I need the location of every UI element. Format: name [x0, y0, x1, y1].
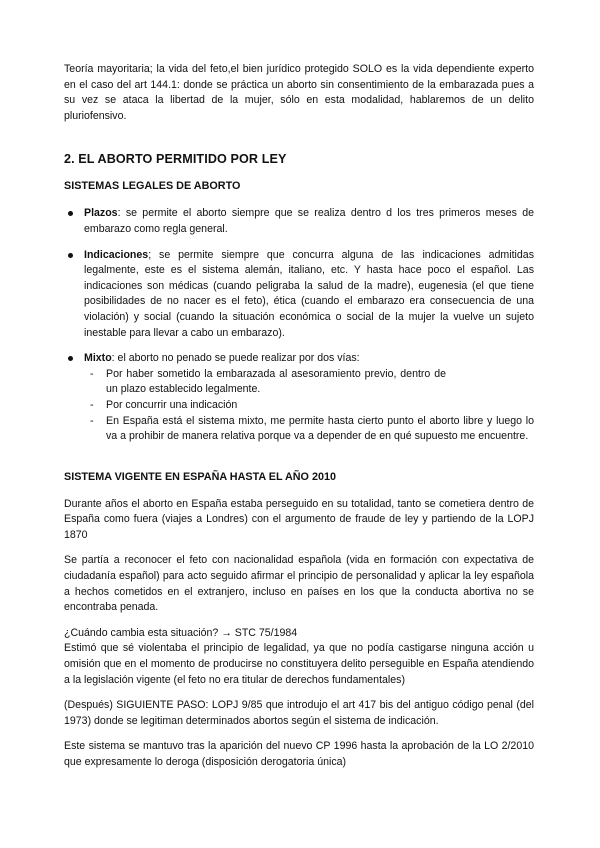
- paragraph: Durante años el aborto en España estaba perseguido en su totalidad, tanto se cometiera dentro de España como fuera (viajes a Londres) con el argumento de fraude de ley y partiendo de la LOPJ 1870: [64, 497, 534, 541]
- section-title: 2. EL ABORTO PERMITIDO POR LEY: [64, 152, 287, 167]
- intro-paragraph: Teoría mayoritaria; la vida del feto,el bien jurídico protegido SOLO es la vida dependiente experto en el caso del art 144.1: donde se práctica un aborto sin consentimiento de la embarazada pues a su vez se ataca la libertad de la mujer, sólo en esta modalidad, hablaremos de un delito pluriofensivo.: [64, 63, 534, 122]
- sub-item-text: Por concurrir una indicación: [106, 398, 238, 411]
- paragraph: (Después) SIGUIENTE PASO: LOPJ 9/85 que introdujo el art 417 bis del antiguo código penal (del 1973) donde se legitiman determinados abortos según el sistema de indicación.: [64, 699, 534, 727]
- paragraph: Estimó que sé violentaba el principio de legalidad, ya que no podía castigarse ninguna acción u omisión que en el momento de producirse no constituyera delito perseguible en España atendiendo a la legislación vigente (el feto no era titular de derechos fundamentales): [64, 642, 534, 686]
- paragraph: Se partía a reconocer el feto con nacionalidad española (vida en formación con expectativa de ciudadanía español) para acto seguido afirmar el principio de personalidad y aplicar la ley española a hechos cometidos en el extranjero, incluso en países en los que la conducta abortiva no se encontraba penada.: [64, 554, 534, 614]
- bullet-icon: [68, 211, 73, 216]
- bullet-text: : el aborto no penado se puede realizar por dos vías:: [111, 352, 360, 365]
- dash-icon: -: [90, 398, 94, 411]
- legal-systems-list: [64, 206, 534, 444]
- question-line: ¿Cuándo cambia esta situación? → STC 75/1984: [64, 626, 298, 639]
- bullet-icon: [68, 253, 73, 258]
- sub-item-text: Por haber sometido la embarazada al asesoramiento previo, dentro de un plazo establecido legalmente.: [106, 367, 446, 396]
- bullet-icon: [68, 356, 73, 361]
- paragraph: Este sistema se mantuvo tras la aparición del nuevo CP 1996 hasta la aprobación de la LO 2/2010 que expresamente lo deroga (disposición derogatoria única): [64, 740, 534, 768]
- bullet-term: Plazos: [84, 207, 118, 220]
- subsection-legal-systems: SISTEMAS LEGALES DE ABORTO: [64, 180, 241, 193]
- bullet-text: : se permite el aborto siempre que se realiza dentro d los tres primeros meses de embarazo como regla general.: [84, 207, 534, 235]
- document-page: [64, 62, 534, 781]
- list-item: [64, 248, 534, 342]
- list-item: [64, 206, 534, 237]
- bullet-term: Mixto: [84, 352, 112, 365]
- bullet-text: ; se permite siempre que concurra alguna de las indicaciones admitidas legalmente, este es el sistema alemán, italiano, etc. Y hasta hace poco el español. Las indicaciones son médicas (cuando peligraba la salud de la madre), eugenesia (el que tiene posibilidades de no nacer es el feto), ética (cuando el embarazo era consecuencia de una violación) y social (cuando la situación económica o social de la mujer la vuelve un sujeto inestable para llevar a cabo un embarazo).: [84, 248, 534, 339]
- list-item: [64, 351, 534, 445]
- sub-list-item: [84, 367, 534, 398]
- mixto-sublist: [84, 367, 534, 445]
- sub-list-item: [84, 414, 534, 445]
- subsection-spain-system: SISTEMA VIGENTE EN ESPAÑA HASTA EL AÑO 2010: [64, 470, 336, 483]
- bullet-term: Indicaciones: [84, 248, 149, 261]
- dash-icon: -: [90, 414, 94, 427]
- dash-icon: -: [90, 367, 94, 380]
- sub-list-item: [84, 398, 534, 414]
- sub-item-text: En España está el sistema mixto, me permite hasta cierto punto el aborto libre y luego lo va a prohibir de manera relativa porque va a depender de en qué supuesto me encuentre.: [106, 414, 534, 443]
